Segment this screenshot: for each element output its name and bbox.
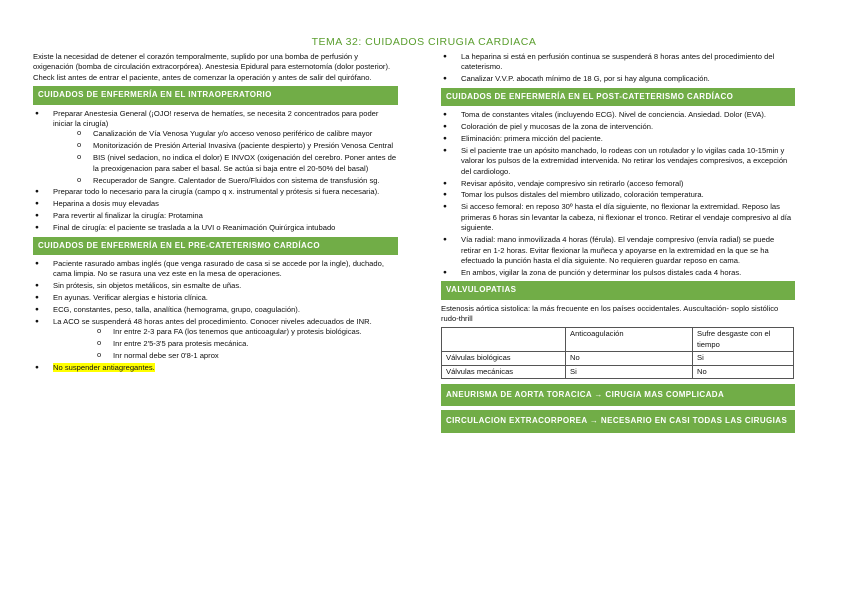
table-cell: Si xyxy=(566,365,693,378)
table-cell: Si xyxy=(693,352,794,365)
right-column xyxy=(441,52,795,437)
sublist-item: o Inr normal debe ser 0'8-1 aprox xyxy=(53,351,398,361)
list-item: ● Eliminación: primera micción del paciente. xyxy=(441,134,795,144)
list-item: ● Coloración de piel y mucosas de la zona de intervención. xyxy=(441,122,795,132)
table-cell xyxy=(442,328,566,352)
list-item: ● ECG, constantes, peso, talla, analítica (hemograma, grupo, coagulación). xyxy=(33,305,398,315)
sublist-item: o Monitorización de Presión Arterial Invasiva (paciente despierto) y Presión Venosa Central xyxy=(53,141,398,151)
continued-list xyxy=(441,52,795,85)
valvulopatias-text: Estenosis aórtica sistolica: la más frecuente en los países occidentales. Auscultación- soplo sistólico rudo-thrill xyxy=(441,303,779,324)
sublist-item: o BIS (nivel sedacion, no indica el dolor) E INVOX (oxigenación del cerebro. Poner antes de la preoxigenacion para saber el basal. Se actúa si baja entre el 20-50% del basal) xyxy=(53,153,398,174)
left-column xyxy=(33,52,398,375)
list-item: ● En ayunas. Verificar alergias e historia clínica. xyxy=(33,293,398,303)
list-item: ● Tomar los pulsos distales del miembro utilizado, coloración temperatura. xyxy=(441,190,795,200)
section-heading-aneurisma: ANEURISMA DE AORTA TORACICA → CIRUGIA MAS COMPLICADA xyxy=(441,384,795,406)
sublist-item: o Inr entre 2'5-3'5 para protesis mecánica. xyxy=(53,339,398,349)
list-item: ● Sin prótesis, sin objetos metálicos, sin esmalte de uñas. xyxy=(33,281,398,291)
list-item: ● La heparina si está en perfusión continua se suspenderá 8 horas antes del procedimiento del cateterismo. xyxy=(441,52,795,73)
postcateterismo-list xyxy=(441,110,795,278)
sublist-item: o Inr entre 2-3 para FA (los tenemos que anticoagular) y protesis biológicas. xyxy=(53,327,398,337)
list-item: ● Toma de constantes vitales (incluyendo ECG). Nivel de conciencia. Ansiedad. Dolor (EVA). xyxy=(441,110,795,120)
page-title: TEMA 32: CUIDADOS CIRUGIA CARDIACA xyxy=(311,36,537,48)
table-cell: Anticoagulación xyxy=(566,328,693,352)
highlighted-text: No suspender antiagregantes. xyxy=(53,363,155,373)
sublist-item: o Canalización de Vía Venosa Yugular y/o acceso venoso periférico de calibre mayor xyxy=(53,129,398,139)
inr-sublist xyxy=(53,327,398,361)
intro-paragraph: Existe la necesidad de detener el corazón temporalmente, suplido por una bomba de perfusión y oxigenación (bomba de circulación extracorpórea). Anestesia Epidural para esternotomía (dolor posterior). Check list antes de entrar el paciente, antes de comenzar la operación y antes de salir del quirófano. xyxy=(33,52,391,82)
section-heading-intraoperatorio: CUIDADOS DE ENFERMERÍA EN EL INTRAOPERATORIO xyxy=(33,86,398,104)
table-cell: No xyxy=(693,365,794,378)
table-row xyxy=(442,352,794,365)
list-item xyxy=(33,317,398,362)
list-item-text: La ACO se suspenderá 48 horas antes del procedimiento. Conocer niveles adecuados de INR. xyxy=(53,317,372,327)
list-item: ● Revisar apósito, vendaje compresivo sin retirarlo (acceso femoral) xyxy=(441,179,795,189)
list-item: ● Final de cirugía: el paciente se traslada a la UVI o Reanimación Quirúrgica intubado xyxy=(33,223,398,233)
valves-table xyxy=(441,327,794,379)
table-cell: No xyxy=(566,352,693,365)
list-item: ● Heparina a dosis muy elevadas xyxy=(33,199,398,209)
section-heading-valvulopatias: VALVULOPATIAS xyxy=(441,281,795,299)
list-item: ● Para revertir al finalizar la cirugía: Protamina xyxy=(33,211,398,221)
sublist-item: o Recuperador de Sangre. Calentador de Suero/Fluidos con sistema de transfusión sg. xyxy=(53,176,398,186)
table-cell: Válvulas mecánicas xyxy=(442,365,566,378)
list-item: ● Vía radial: mano inmovilizada 4 horas (férula). El vendaje compresivo (envía radial) se puede retirar en 1-2 horas. Evitar flexionar la muñeca y apoyarse en la extremidad en la que se ha efectuado la punción hasta el día siguiente. No requieren guardar reposo en cama. xyxy=(441,235,795,266)
list-item-highlighted xyxy=(33,363,398,373)
intraoperatorio-list xyxy=(33,109,398,234)
list-item: ● Canalizar V.V.P. abocath mínimo de 18 G, por si hay alguna complicación. xyxy=(441,74,795,84)
table-cell: Válvulas biológicas xyxy=(442,352,566,365)
table-row xyxy=(442,365,794,378)
list-item xyxy=(33,109,398,186)
section-heading-circulacion: CIRCULACION EXTRACORPOREA → NECESARIO EN CASI TODAS LAS CIRUGIAS xyxy=(441,410,795,432)
table-header-row xyxy=(442,328,794,352)
section-heading-precateterismo: CUIDADOS DE ENFERMERÍA EN EL PRE-CATETERISMO CARDÍACO xyxy=(33,237,398,255)
list-item-text: Preparar Anestesia General (¡OJO! reserva de hematíes, se necesita 2 concentrados para poder iniciar la cirugía) xyxy=(53,108,379,129)
section-heading-postcateterismo: CUIDADOS DE ENFERMERÍA EN EL POST-CATETERISMO CARDÍACO xyxy=(441,88,795,106)
list-item: ● Preparar todo lo necesario para la cirugía (campo q x. instrumental y prótesis si fuera necesaria). xyxy=(33,187,398,197)
precateterismo-list xyxy=(33,259,398,374)
table-cell: Sufre desgaste con el tiempo xyxy=(693,328,794,352)
list-item: ● Si el paciente trae un apósito manchado, lo rodeas con un rotulador y lo vigilas cada 10-15min y valorar los pulsos de la extremidad intervenida. No retirar los vendajes compresivos, a excepción del cardiologo. xyxy=(441,146,795,177)
list-item: ● Paciente rasurado ambas inglés (que venga rasurado de casa si se accede por la ingle), duchado, cama limpia. No se rasura una vez este en la mesa de operaciones. xyxy=(33,259,398,280)
sublist xyxy=(53,129,398,186)
list-item: ● En ambos, vigilar la zona de punción y determinar los pulsos distales cada 4 horas. xyxy=(441,268,795,278)
list-item: ● Si acceso femoral: en reposo 30º hasta el día siguiente, no flexionar la extremidad. Reposo las primeras 6 horas sin levantar la cabeza, ni flexionar el tronco. Retirar el vendaje compresivo al día siguiente. xyxy=(441,202,795,233)
